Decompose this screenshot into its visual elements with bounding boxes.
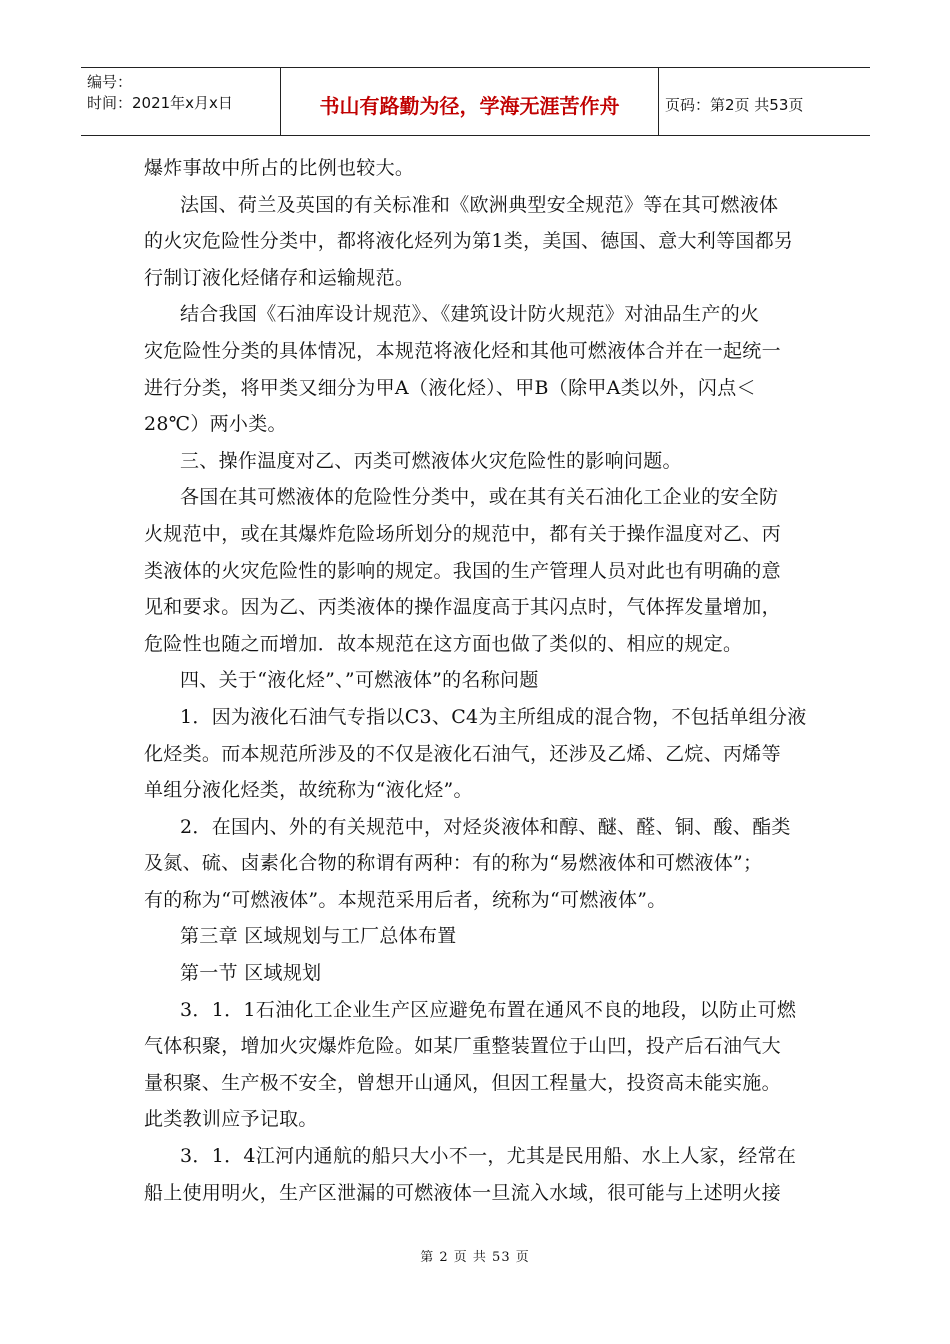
- header-meta-cell: [81, 68, 281, 135]
- body-line: 法国、荷兰及英国的有关标准和《欧洲典型安全规范》等在其可燃液体: [180, 193, 779, 216]
- body-line: 类液体的火灾危险性的影响的规定。我国的生产管理人员对此也有明确的意: [144, 559, 781, 582]
- body-line: 的火灾危险性分类中，都将液化烃列为第1类，美国、德国、意大利等国都另: [144, 230, 794, 253]
- body-line: 2．在国内、外的有关规范中，对烃炎液体和醇、醚、醛、铜、酸、酯类: [180, 815, 791, 838]
- body-line: 化烃类。而本规范所涉及的不仅是液化石油气，还涉及乙烯、乙烷、丙烯等: [144, 742, 781, 765]
- body-line: 灾危险性分类的具体情况，本规范将液化烃和其他可燃液体合并在一起统一: [144, 339, 781, 362]
- body-line: 3．1．1石油化工企业生产区应避免布置在通风不良的地段，以防止可燃: [180, 998, 797, 1021]
- doc-date-label: 时间：2021年x月x日: [87, 94, 233, 112]
- body-line: 进行分类，将甲类又细分为甲A（液化烃）、甲B（除甲A类以外，闪点＜: [144, 376, 756, 399]
- body-line: 28℃）两小类。: [144, 413, 287, 436]
- body-line: 第三章 区域规划与工厂总体布置: [180, 925, 457, 948]
- document-body: [144, 150, 807, 1211]
- body-line: 行制订液化烃储存和运输规范。: [144, 266, 415, 289]
- body-line: 3．1．4江河内通航的船只大小不一，尤其是民用船、水上人家，经常在: [180, 1145, 797, 1168]
- body-line: 有的称为“可燃液体”。本规范采用后者，统称为“可燃液体”。: [144, 888, 667, 911]
- body-line: 三、操作温度对乙、丙类可燃液体火灾危险性的影响问题。: [180, 449, 682, 472]
- body-line: 危险性也随之而增加．故本规范在这方面也做了类似的、相应的规定。: [144, 632, 743, 655]
- page-header: [81, 67, 870, 136]
- body-line: 火规范中，或在其爆炸危险场所划分的规范中，都有关于操作温度对乙、丙: [144, 522, 781, 545]
- body-line: 各国在其可燃液体的危险性分类中，或在其有关石油化工企业的安全防: [180, 486, 779, 509]
- body-line: 见和要求。因为乙、丙类液体的操作温度高于其闪点时，气体挥发量增加，: [144, 596, 781, 619]
- header-page-info: 页码：第2页 共53页: [665, 96, 804, 114]
- body-line: 结合我国《石油库设计规范》、《建筑设计防火规范》对油品生产的火: [180, 303, 760, 326]
- body-line: 爆炸事故中所占的比例也较大。: [144, 157, 415, 179]
- header-motto: 书山有路勤为径，学海无涯苦作舟: [281, 68, 659, 135]
- body-line: 四、关于“液化烃”、”可燃液体”的名称问题: [180, 669, 539, 692]
- body-line: 单组分液化烃类，故统称为“液化烃”。: [144, 779, 473, 802]
- body-line: 量积聚、生产极不安全，曾想开山通风，但因工程量大，投资高未能实施。: [144, 1071, 781, 1094]
- page-footer: 第 2 页 共 53 页: [420, 1250, 530, 1265]
- body-line: 船上使用明火，生产区泄漏的可燃液体一旦流入水域，很可能与上述明火接: [144, 1181, 781, 1204]
- body-line: 及氮、硫、卤素化合物的称谓有两种：有的称为“易燃液体和可燃液体”；: [144, 852, 763, 875]
- doc-number-label: 编号：: [87, 73, 133, 91]
- body-line: 第一节 区域规划: [180, 962, 322, 985]
- body-line: 此类教训应予记取。: [144, 1108, 318, 1131]
- body-line: 1．因为液化石油气专指以C3、C4为主所组成的混合物，不包括单组分液: [180, 705, 807, 728]
- body-line: 气体积聚，增加火灾爆炸危险。如某厂重整装置位于山凹，投产后石油气大: [144, 1035, 781, 1058]
